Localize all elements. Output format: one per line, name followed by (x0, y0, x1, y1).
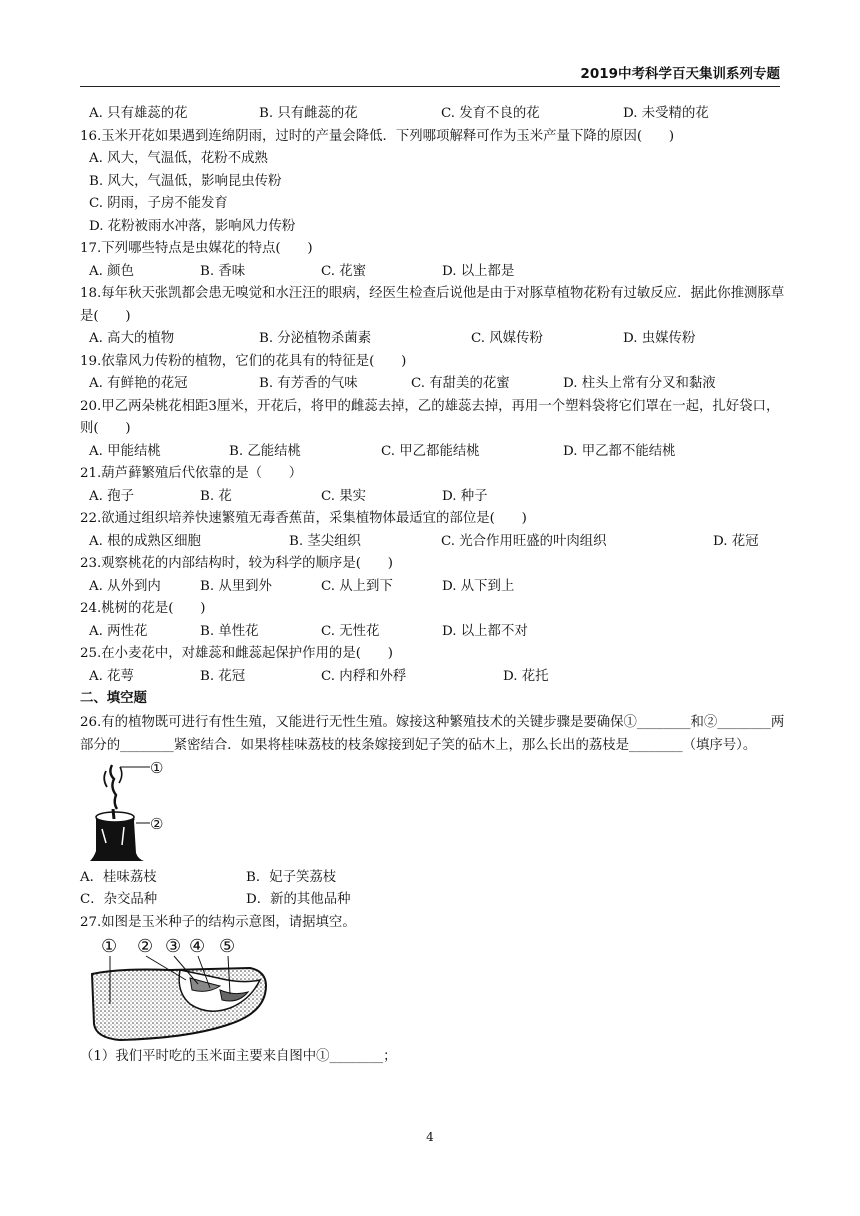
q23-option-d: D. 从下到上 (442, 578, 515, 594)
q22-stem: 22.欲通过组织培养快速繁殖无毒香蕉苗，采集植物体最适宜的部位是( ) (80, 511, 527, 526)
q24-options (80, 621, 790, 644)
grafting-diagram (80, 757, 200, 865)
q15-options (80, 103, 790, 126)
q21-option-c: C. 果实 (321, 488, 367, 504)
q23-option-a: A. 从外到内 (89, 578, 161, 594)
q16-stem: 16.玉米开花如果遇到连绵阴雨，过时的产量会降低．下列哪项解释可作为玉米产量下降的原因( ) (80, 128, 675, 144)
q23-option-b: B. 从里到外 (200, 578, 272, 594)
q27-sub1: （1）我们平时吃的玉米面主要来自图中①________； (80, 1049, 397, 1064)
q20-options (80, 441, 790, 464)
q18-option-a: A. 高大的植物 (89, 331, 175, 346)
q21-stem: 21.葫芦藓繁殖后代依靠的是（ ） (80, 466, 303, 481)
q25-option-d: D. 花托 (503, 668, 549, 684)
fig27-label-3: ③ (165, 936, 182, 957)
q23-stem: 23.观察桃花的内部结构时，较为科学的顺序是( ) (80, 556, 393, 571)
q18-option-b: B. 分泌植物杀菌素 (259, 331, 372, 346)
q25-option-b: B. 花冠 (200, 668, 246, 684)
q21-option-a: A. 孢子 (89, 488, 134, 504)
q20-option-a: A. 甲能结桃 (89, 443, 161, 459)
fig27-label-5: ⑤ (219, 936, 236, 957)
q16-option-c: C. 阴雨，子房不能发育 (89, 196, 228, 211)
q27-stem: 27.如图是玉米种子的结构示意图，请据填空。 (80, 914, 356, 930)
q26-stem: 26.有的植物既可进行有性生殖，又能进行无性生殖。嫁接这种繁殖技术的关键步骤是要确保①________和②________两部分的________紧密结合．如果将桂味荔枝的枝条嫁接到妃子笑的砧木上，那么长出的荔枝是________（填序号）。 (80, 714, 785, 753)
q15-option-c: C. 发育不良的花 (441, 106, 540, 121)
q24-option-c: C. 无性花 (321, 623, 380, 639)
q26-options-row2 (80, 889, 790, 912)
q18-option-d: D. 虫媒传粉 (623, 331, 696, 346)
q19-options (80, 373, 790, 396)
q19-option-d: D. 柱头上常有分叉和黏液 (563, 376, 716, 391)
q25-option-a: A. 花萼 (89, 668, 134, 684)
q23-option-c: C. 从上到下 (321, 578, 393, 594)
q24-option-d: D. 以上都不对 (442, 623, 528, 639)
q22-options (80, 531, 790, 554)
q17-option-a: A. 颜色 (89, 263, 134, 279)
fig27-label-4: ④ (189, 936, 206, 957)
q17-option-b: B. 香味 (200, 263, 246, 279)
q19-option-b: B. 有芳香的气味 (259, 376, 358, 391)
fig26-label-2: ② (150, 814, 164, 833)
q26-grafting-figure (80, 757, 280, 867)
q16-option-b: B. 风大，气温低，影响昆虫传粉 (89, 173, 282, 189)
q16-option-a: A. 风大，气温低，花粉不成熟 (89, 151, 268, 166)
q27-corn-seed-figure (80, 934, 300, 1046)
q20-option-b: B. 乙能结桃 (229, 443, 301, 459)
q19-option-a: A. 有鲜艳的花冠 (89, 376, 188, 391)
q22-option-b: B. 茎尖组织 (289, 533, 361, 549)
q20-option-d: D. 甲乙都不能结桃 (563, 443, 676, 459)
q26-option-a: A．桂味荔枝 (80, 869, 157, 885)
q25-stem: 25.在小麦花中，对雄蕊和雌蕊起保护作用的是( ) (80, 646, 393, 661)
q25-option-c: C. 内稃和外稃 (321, 668, 407, 684)
page-number: 4 (426, 1130, 434, 1144)
header-divider (80, 86, 780, 87)
q18-stem: 18.每年秋天张凯都会患无嗅觉和水汪汪的眼病，经医生检查后说他是由于对豚草植物花粉有过敏反应．据此你推测豚草是( ) (80, 286, 785, 324)
page-content (80, 103, 790, 1069)
fig26-label-1: ① (150, 758, 164, 777)
q17-option-c: C. 花蜜 (321, 263, 367, 279)
q23-options (80, 576, 790, 599)
q26-option-c: C．杂交品种 (80, 892, 158, 907)
q25-options (80, 666, 790, 689)
q15-option-d: D. 未受精的花 (623, 106, 709, 121)
q26-option-b: B．妃子笑荔枝 (246, 869, 337, 885)
q26-option-d: D．新的其他品种 (246, 892, 351, 907)
q18-options (80, 328, 790, 351)
q22-option-d: D. 花冠 (713, 533, 759, 549)
q15-option-b: B. 只有雌蕊的花 (259, 106, 358, 121)
q16-option-d: D. 花粉被雨水冲落，影响风力传粉 (89, 218, 296, 234)
q22-option-a: A. 根的成熟区细胞 (89, 533, 201, 549)
q17-option-d: D. 以上都是 (442, 263, 515, 279)
q17-options (80, 261, 790, 284)
fig27-label-1: ① (101, 936, 118, 957)
q22-option-c: C. 光合作用旺盛的叶肉组织 (441, 533, 607, 549)
q20-option-c: C. 甲乙都能结桃 (381, 443, 480, 459)
q24-option-b: B. 单性花 (200, 623, 259, 639)
q18-option-c: C. 风媒传粉 (471, 331, 543, 346)
fig27-label-2: ② (137, 936, 154, 957)
q17-stem: 17.下列哪些特点是虫媒花的特点( ) (80, 241, 313, 256)
page-header: 2019中考科学百天集训系列专题 (580, 66, 780, 82)
q19-stem: 19.依靠风力传粉的植物，它们的花具有的特征是( ) (80, 353, 407, 369)
q15-option-a: A. 只有雄蕊的花 (89, 106, 188, 121)
q19-option-c: C. 有甜美的花蜜 (411, 376, 510, 391)
q21-option-d: D. 种子 (442, 488, 488, 504)
q24-option-a: A. 两性花 (89, 623, 148, 639)
q21-options (80, 486, 790, 509)
section-title-fill-in: 二、填空题 (80, 691, 147, 706)
q20-stem: 20.甲乙两朵桃花相距3厘米，开花后，将甲的雌蕊去掉，乙的雄蕊去掉，再用一个塑料袋将它们罩在一起，扎好袋口，则( ) (80, 398, 780, 436)
q21-option-b: B. 花 (200, 488, 232, 504)
q24-stem: 24.桃树的花是( ) (80, 601, 206, 616)
q26-options-row1 (80, 867, 790, 890)
